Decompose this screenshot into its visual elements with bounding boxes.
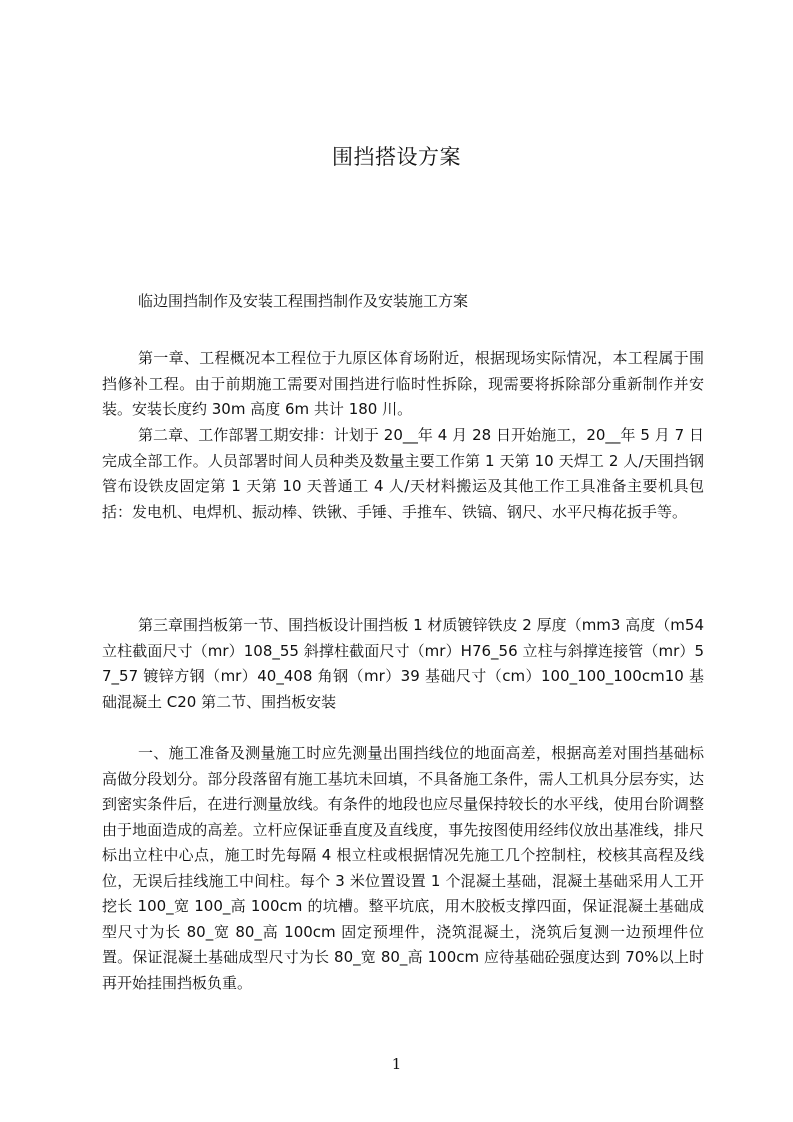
page-number: 1 xyxy=(391,1055,402,1073)
chapter-1-paragraph: 第一章、工程概况本工程位于九原区体育场附近，根据现场实际情况，本工程属于围挡修补工程。由于前期施工需要对围挡进行临时性拆除，现需要将拆除部分重新制作并安装。安装长度约 30m 高度 6m 共计 180 川。 xyxy=(102,349,704,418)
chapter-2-paragraph: 第二章、工作部署工期安排：计划于 20__年 4 月 28 日开始施工，20__年 5 月 7 日完成全部工作。人员部署时间人员种类及数量主要工作第 1 天第 10 天焊工 2 人/天围挡钢管布设铁皮固定第 1 天第 10 天普通工 4 人/天材料搬运及其他工作工具准备主要机具包括：发电机、电焊机、振动棒、铁锹、手锤、手推车、铁镐、钢尺、水平尺梅花扳手等。 xyxy=(102,426,704,521)
document-subtitle: 临边围挡制作及安装工程围挡制作及安装施工方案 xyxy=(138,292,469,310)
section-1-paragraph: 一、施工准备及测量施工时应先测量出围挡线位的地面高差，根据高差对围挡基础标高做分段划分。部分段落留有施工基坑未回填，不具备施工条件，需人工机具分层夯实，达到密实条件后，在进行测量放线。有条件的地段也应尽量保持较长的水平线，使用台阶调整由于地面造成的高差。立杆应保证垂直度及直线度，事先按图使用经纬仪放出基准线，排尺标出立柱中心点，施工时先每隔 4 根立柱或根据情况先施工几个控制柱，校核其高程及线位，无误后挂线施工中间柱。每个 3 米位置设置 1 个混凝土基础，混凝土基础采用人工开挖长 100_宽 100_高 100cm 的坑槽。整平坑底，用木胶板支撑四面，保证混凝土基础成型尺寸为长 80_宽 80_高 100cm 固定预埋件，浇筑混凝土，浇筑后复测一边预埋件位置。保证混凝土基础成型尺寸为长 80_宽 80_高 100cm 应待基础砼强度达到 70%以上时再开始挂围挡板负重。 xyxy=(102,744,704,992)
chapter-3-paragraph: 第三章围挡板第一节、围挡板设计围挡板 1 材质镀锌铁皮 2 厚度（mm3 高度（m54 立柱截面尺寸（mr）108_55 斜撑柱截面尺寸（mr）H76_56 立柱与斜撑连接管（mr）57_57 镀锌方钢（mr）40_408 角钢（mr）39 基础尺寸（cm）100_100_100cm10 基础混凝土 C20 第二节、围挡板安装 xyxy=(102,616,704,711)
page-title: 围挡搭设方案 xyxy=(332,145,461,169)
